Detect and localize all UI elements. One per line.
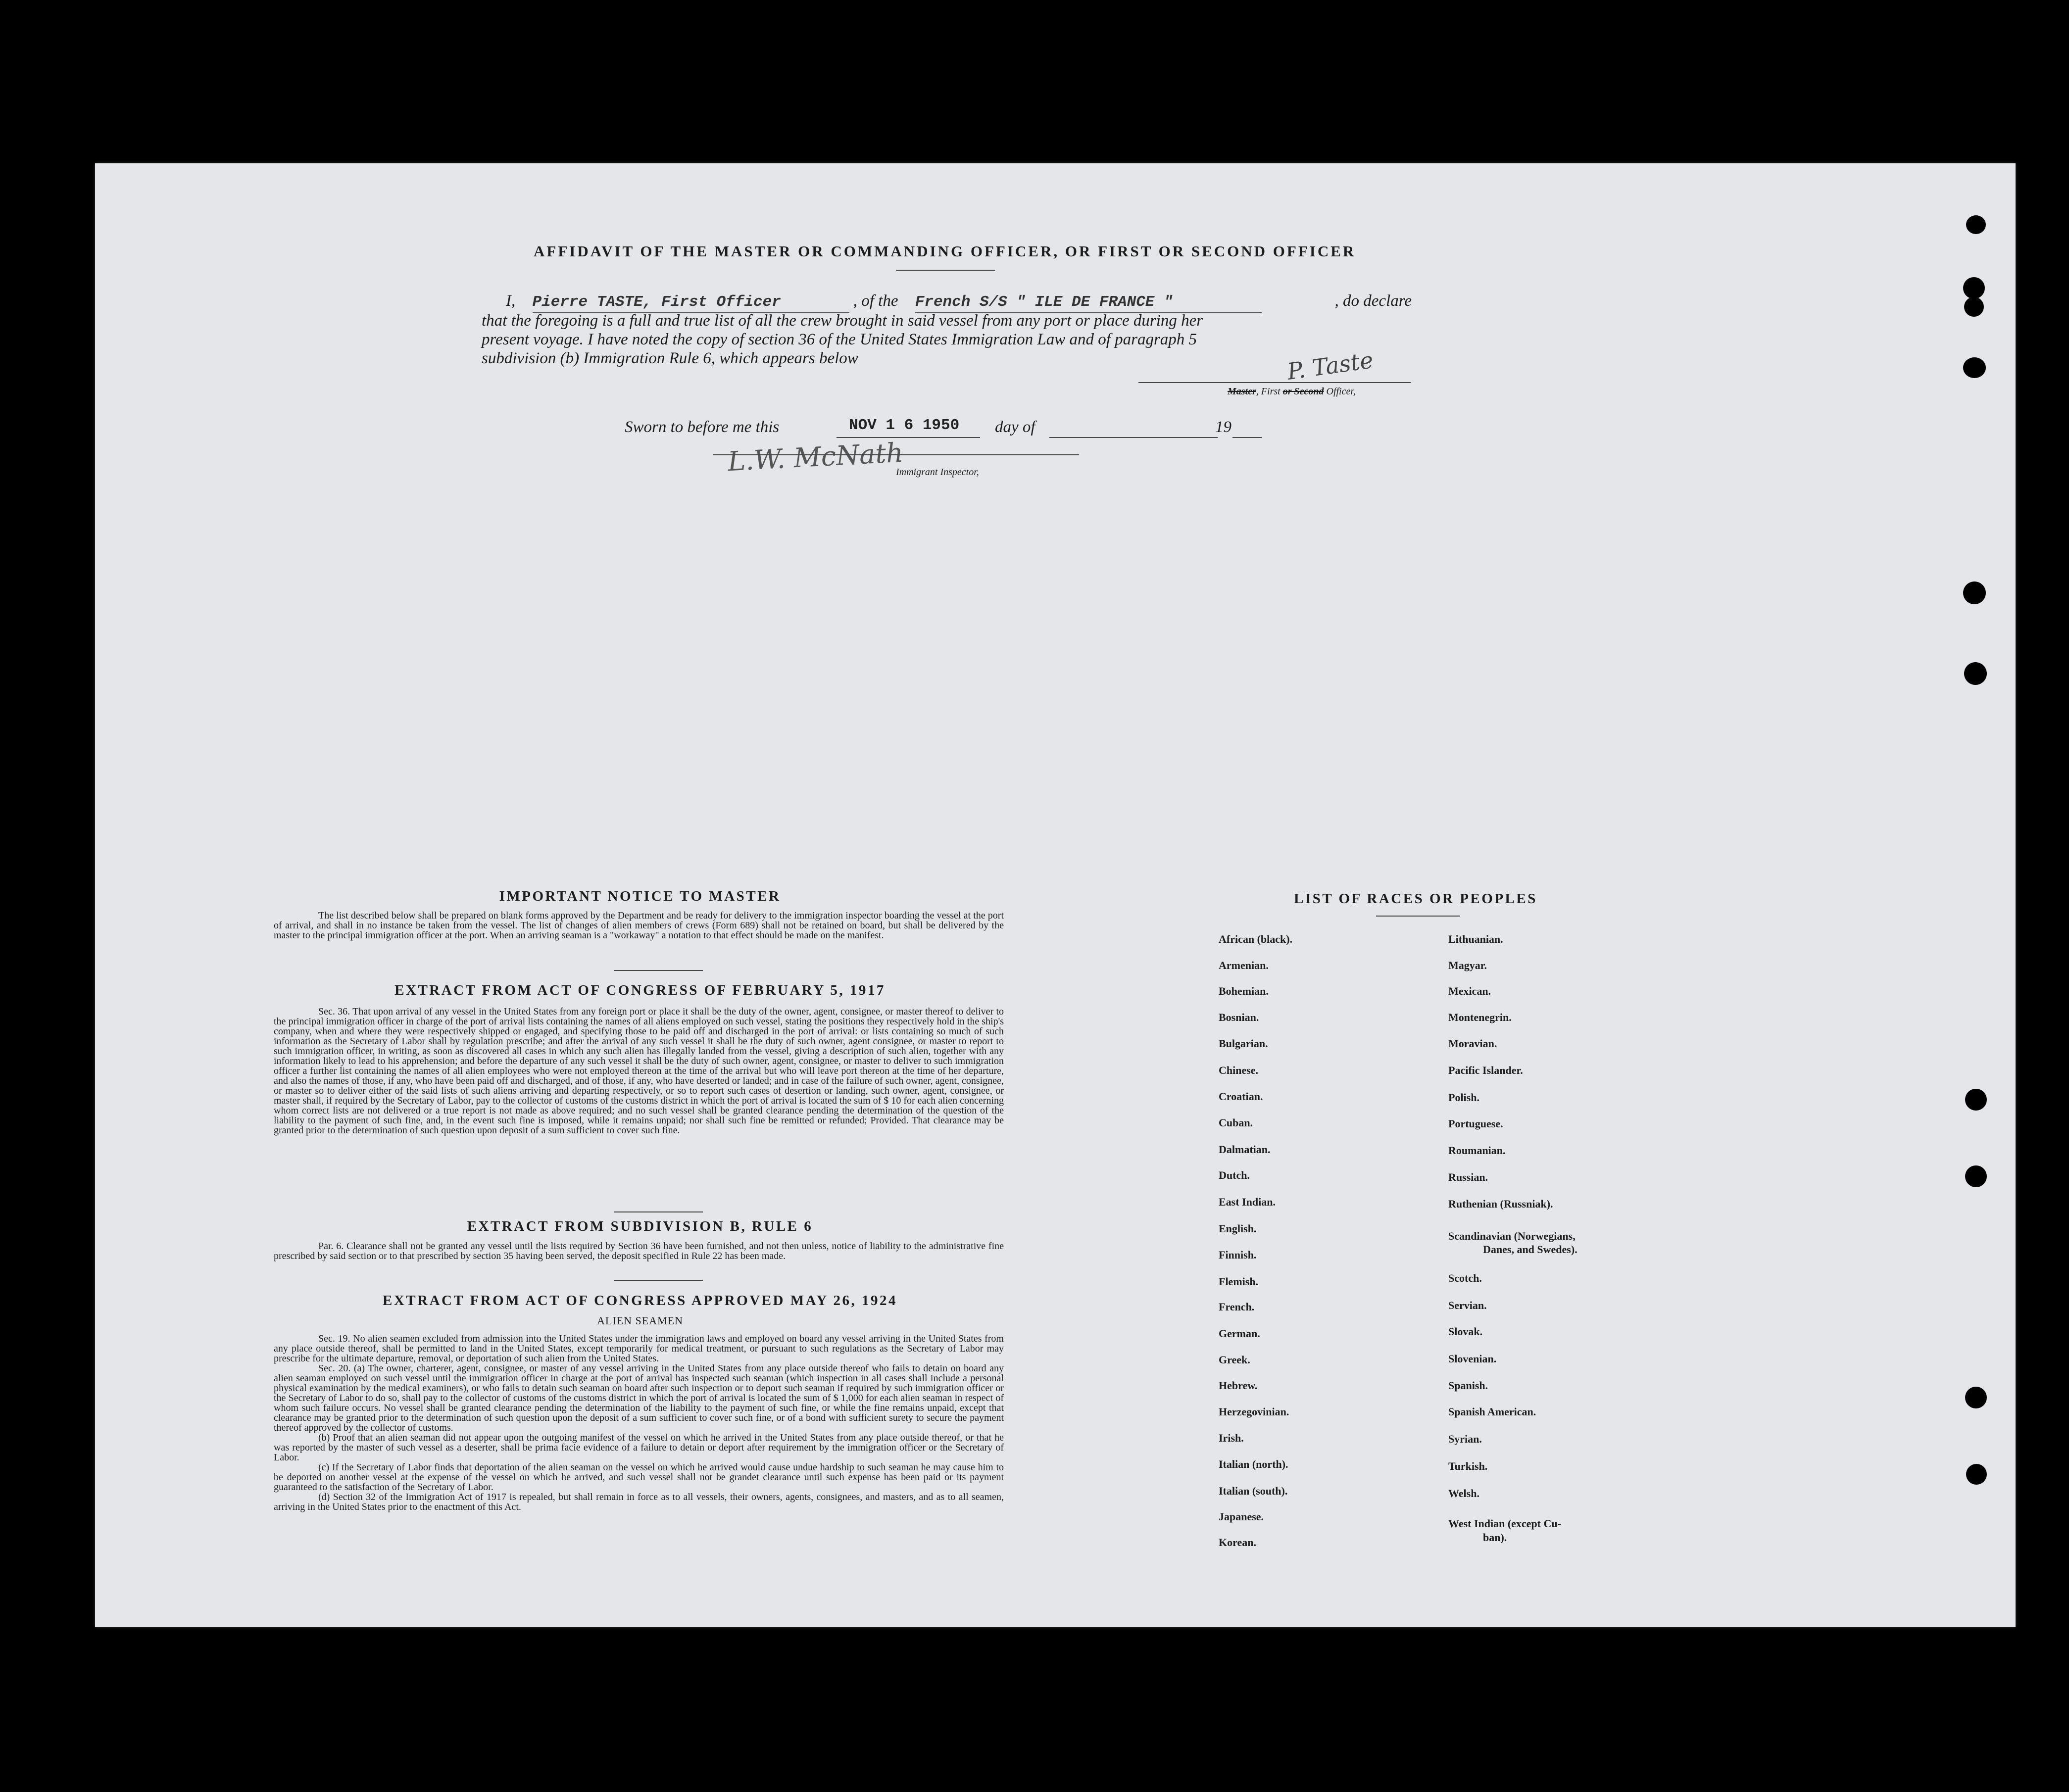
race-item: East Indian.: [1219, 1196, 1276, 1208]
race-item: Mexican.: [1448, 985, 1491, 997]
race-item: Chinese.: [1219, 1064, 1259, 1076]
extract3-title: EXTRACT FROM ACT OF CONGRESS APPROVED MAY 26, 1924: [383, 1293, 897, 1308]
title-first: , First: [1256, 386, 1281, 397]
struck-second: or Second: [1282, 386, 1324, 397]
race-item: West Indian (except Cu-: [1448, 1517, 1561, 1530]
divider: [614, 1211, 703, 1212]
race-item: Bulgarian.: [1219, 1037, 1268, 1050]
punch-hole: [1964, 662, 1987, 685]
race-item: Syrian.: [1448, 1433, 1482, 1445]
race-item: Herzegovinian.: [1219, 1405, 1289, 1418]
punch-hole: [1965, 1089, 1987, 1111]
notice-body: The list described below shall be prepared on blank forms approved by the Department and be ready for delivery to the immigration inspector boarding the vessel at the port of arrival, and shall in no instance be taken from the vessel. The list of changes of alien members of crews (Form 689) shall not be retained on board, but shall be delivered by the master to the principal immigration officer at the port. When an arriving seaman is a "workaway" a notation to that effect should be made on the manifest.: [274, 910, 1004, 941]
struck-master: Master: [1228, 386, 1256, 397]
year-line: [1232, 437, 1262, 438]
extract3-body2: Sec. 20. (a) The owner, charterer, agent, consignee, or master of any vessel arriving in the United States from any place outside thereof who fails to detain on board any alien seaman employed on such vessel until the immigration officer in charge at the port of arrival has inspected such seaman (which inspection in all cases shall include a personal physical examination by the medical examiners), or who fails to detain such seaman on board after such inspection or to deport such seaman if required by such immigration officer or the Secretary of Labor to do so, shall pay to the collector of customs of the customs district in which the port of arrival is located the sum of $ 1,000 for each alien seaman in respect of whom such failure occurs. No vessel shall be granted clearance pending the determination of the liability to the payment of such fine, or while the fine remains unpaid, except that clearance may be granted prior to the determination of such question upon the deposit of a sum sufficient to cover such fine, or of a bond with sufficient surety to secure the payment thereof approved by the collector of customs.: [274, 1363, 1004, 1433]
race-item: Slovenian.: [1448, 1353, 1497, 1365]
divider: [896, 270, 995, 271]
race-item: Bohemian.: [1219, 985, 1269, 997]
punch-hole: [1966, 215, 1986, 234]
race-item: Slovak.: [1448, 1325, 1483, 1338]
punch-hole: [1965, 1165, 1987, 1187]
inspector-label: Immigrant Inspector,: [896, 467, 979, 478]
race-item: Danes, and Swedes).: [1483, 1243, 1577, 1256]
do-declare-label: , do declare: [1334, 292, 1412, 310]
race-item: Scandinavian (Norwegians,: [1448, 1230, 1576, 1242]
officer-name-field: Pierre TASTE, First Officer: [533, 292, 849, 313]
race-item: Flemish.: [1219, 1275, 1259, 1288]
sworn-date-stamp: NOV 1 6 1950: [849, 417, 960, 434]
race-item: Cuban.: [1219, 1116, 1253, 1129]
punch-hole: [1963, 581, 1986, 604]
race-item: Dalmatian.: [1219, 1143, 1271, 1156]
race-item: Moravian.: [1448, 1037, 1497, 1050]
affidavit-line3: present voyage. I have noted the copy of section 36 of the United States Immigration Law and of paragraph 5: [482, 331, 1197, 348]
affidavit-title: AFFIDAVIT OF THE MASTER OR COMMANDING OFFICER, OR FIRST OR SECOND OFFICER: [534, 242, 1356, 260]
of-the-label: , of the: [853, 292, 898, 310]
race-item: German.: [1219, 1327, 1260, 1340]
punch-hole: [1966, 1464, 1987, 1485]
race-item: Bosnian.: [1219, 1011, 1259, 1023]
race-item: Greek.: [1219, 1354, 1250, 1366]
race-item: Polish.: [1448, 1091, 1479, 1104]
sworn-prefix: Sworn to before me this: [625, 418, 780, 436]
divider: [614, 1280, 703, 1281]
extract3-body3: (b) Proof that an alien seaman did not appear upon the outgoing manifest of the vessel on which he arrived in the United States from any place outside thereof, or that he was reported by the master of such vessel as a deserter, shall be prima facie evidence of a failure to detain or deport after requirement by the immigration officer or the Secretary of Labor.: [274, 1432, 1004, 1463]
race-item: Japanese.: [1219, 1510, 1264, 1523]
sworn-year: 19: [1215, 418, 1232, 436]
extract1-body: Sec. 36. That upon arrival of any vessel in the United States from any foreign port or place it shall be the duty of the owner, agent, consignee, or master thereof to deliver to the principal immigration officer in charge of the port of arrival lists containing the names of all aliens employed on such vessel, stating the positions they respectively hold in the ship's company, when and where they were respectively shipped or engaged, and specifying those to be paid off and discharged in the port of arrival: or lists containing so much of such information as the Secretary of Labor shall by regulation prescribe; and after the arrival of any such vessel it shall be the duty of such owner, agent consignee, or master to report to such immigration officer, in writing, as soon as discovered all cases in which any such alien has illegally landed from the vessel, giving a description of such alien, together with any information likely to lead to his apprehension; and before the departure of any such vessel it shall be the duty of such owner, agent, consignee, or master to deliver to such immigration officer a further list containing the names of all alien employees who were not employed thereon at the time of the arrival but who will leave port thereon at the time of her departure, and also the names of those, if any, who have been paid off and discharged, and of those, if any, who have deserted or landed; and in case of the failure of such owner, agent, consignee, or master so to deliver either of the said lists of such aliens arriving and departing respectively, or so to report such cases of desertion or landing, such owner, agent, consignee, or master shall, if required by the Secretary of Labor, pay to the collector of customs of the customs district in which the port of arrival is located the sum of $ 10 for each alien concerning whom correct lists are not delivered or a true report is not made as above required; and no such vessel shall be granted clearance pending the determination of the question of the liability to the payment of such fine, and, in the event such fine is imposed, while it remains unpaid; nor shall such fine be remitted or refunded; Provided. That clearance may be granted prior to the determination of such question upon deposit of a sum sufficient to cover such fine.: [274, 1006, 1004, 1136]
inspector-signature: L.W. McNath: [727, 436, 904, 478]
notice-title: IMPORTANT NOTICE TO MASTER: [499, 888, 781, 904]
divider: [1376, 916, 1460, 917]
race-item: Spanish.: [1448, 1379, 1488, 1392]
race-item: French.: [1219, 1301, 1255, 1313]
race-item: Italian (north).: [1219, 1458, 1288, 1470]
punch-hole: [1964, 297, 1984, 317]
race-item: Servian.: [1448, 1299, 1487, 1311]
extract3-body4: (c) If the Secretary of Labor finds that deportation of the alien seaman on the vessel on which he arrived would cause undue hardship to such seaman he may cause him to be deported on another vessel at the expense of the vessel on which he arrived, and such vessel shall not be grandet clearance until such expense has been paid or its payment guaranteed to the satisfaction of the Secretary of Labor.: [274, 1462, 1004, 1493]
punch-hole: [1963, 357, 1986, 378]
extract2-title: EXTRACT FROM SUBDIVISION B, RULE 6: [467, 1218, 813, 1234]
race-item: Armenian.: [1219, 959, 1269, 971]
vessel-field: French S/S " ILE DE FRANCE ": [915, 292, 1262, 313]
punch-hole: [1963, 277, 1985, 299]
race-item: African (black).: [1219, 933, 1293, 945]
i-label: I,: [506, 292, 516, 310]
inspector-line: [713, 454, 1079, 455]
extract3-body1: Sec. 19. No alien seamen excluded from admission into the United States under the immigration laws and employed on board any vessel arriving in the United States from any place outside thereof, shall be permitted to land in the United States, except temporarily for medical treatment, or pursuant to such regulations as the Secretary of Labor may prescribe for the ultimate departure, removal, or deportation of such alien from the United States.: [274, 1333, 1004, 1364]
race-item: Lithuanian.: [1448, 933, 1503, 945]
race-item: Ruthenian (Russniak).: [1448, 1198, 1553, 1210]
extract3-text: [274, 1334, 1004, 1512]
races-title: LIST OF RACES OR PEOPLES: [1294, 891, 1537, 907]
race-item: ban).: [1483, 1531, 1507, 1544]
race-item: Spanish American.: [1448, 1405, 1536, 1418]
extract1-title: EXTRACT FROM ACT OF CONGRESS OF FEBRUARY 5, 1917: [394, 982, 886, 998]
sworn-day-of: day of: [995, 418, 1035, 436]
race-item: Roumanian.: [1448, 1144, 1506, 1157]
race-item: Russian.: [1448, 1171, 1488, 1183]
race-item: Pacific Islander.: [1448, 1064, 1523, 1076]
race-item: Portuguese.: [1448, 1117, 1503, 1130]
punch-hole: [1965, 1387, 1987, 1408]
extract2-body: Par. 6. Clearance shall not be granted any vessel until the lists required by Section 36 have been furnished, and not then unless, notice of liability to the administrative fine prescribed by said section or to that prescribed by section 35 having been served, the deposit specified in Rule 22 has been made.: [274, 1241, 1004, 1261]
divider: [614, 970, 703, 971]
affidavit-line1: [506, 291, 1412, 313]
race-item: Scotch.: [1448, 1272, 1482, 1284]
date-line: [837, 437, 980, 438]
race-item: Hebrew.: [1219, 1379, 1258, 1392]
race-item: Finnish.: [1219, 1249, 1257, 1261]
signature-line: [1138, 382, 1411, 383]
race-item: Magyar.: [1448, 959, 1487, 971]
officer-signature: P. Taste: [1285, 346, 1375, 385]
race-item: Croatian.: [1219, 1090, 1263, 1103]
race-item: Montenegrin.: [1448, 1011, 1512, 1023]
race-item: Welsh.: [1448, 1487, 1479, 1500]
affidavit-line4: subdivision (b) Immigration Rule 6, which appears below: [482, 349, 858, 367]
extract3-body5: (d) Section 32 of the Immigration Act of 1917 is repealed, but shall remain in force as to all vessels, their owners, agents, consignees, and masters, and as to all seamen, arriving in the United States prior to the enactment of this Act.: [274, 1492, 1004, 1512]
extract3-subtitle: ALIEN SEAMEN: [597, 1314, 683, 1327]
race-item: Korean.: [1219, 1536, 1256, 1549]
affidavit-line2: that the foregoing is a full and true list of all the crew brought in said vessel from any port or place during her: [482, 312, 1203, 330]
title-officer: Officer,: [1326, 386, 1356, 397]
race-item: Irish.: [1219, 1432, 1244, 1444]
race-item: Turkish.: [1448, 1460, 1488, 1472]
officer-title: [1228, 386, 1356, 397]
race-item: Italian (south).: [1219, 1485, 1288, 1497]
race-item: Dutch.: [1219, 1169, 1250, 1181]
month-line: [1049, 437, 1218, 438]
race-item: English.: [1219, 1222, 1257, 1235]
